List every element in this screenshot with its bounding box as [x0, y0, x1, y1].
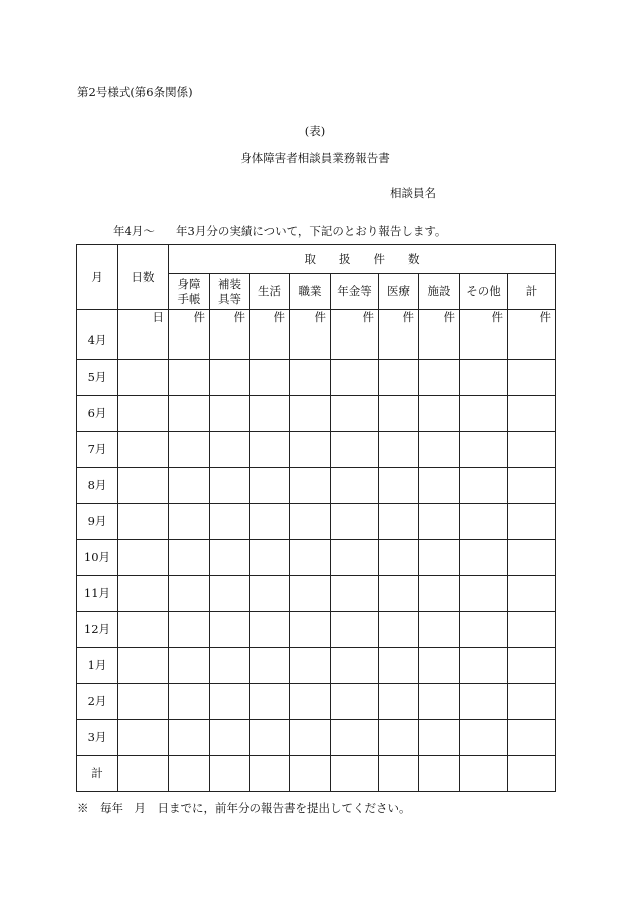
count-cell[interactable] [508, 432, 556, 468]
count-cell[interactable] [210, 612, 250, 648]
total-cell[interactable] [250, 756, 290, 792]
footnote: ※ 毎年 月 日までに，前年分の報告書を提出してください。 [77, 801, 411, 815]
count-cell[interactable] [379, 648, 419, 684]
table-row [77, 396, 556, 432]
days-cell[interactable] [118, 432, 169, 468]
category-header [379, 274, 419, 310]
count-cell[interactable] [379, 432, 419, 468]
count-cell[interactable] [419, 504, 460, 540]
count-cell[interactable] [508, 720, 556, 756]
count-cell[interactable] [419, 360, 460, 396]
case-count-header: 取 扱 件 数 [169, 245, 556, 274]
count-cell[interactable] [331, 648, 379, 684]
days-cell[interactable] [118, 684, 169, 720]
count-cell[interactable]: 件 [331, 310, 379, 360]
count-cell[interactable] [331, 540, 379, 576]
document-title: 身体障害者相談員業務報告書 [240, 151, 390, 165]
category-label-line1: 身障 [177, 276, 201, 291]
category-label-line1: その他 [466, 284, 501, 298]
count-cell[interactable] [331, 360, 379, 396]
count-cell[interactable] [169, 720, 210, 756]
count-cell[interactable] [508, 468, 556, 504]
table-row [77, 612, 556, 648]
count-cell[interactable] [210, 504, 250, 540]
count-cell[interactable] [508, 684, 556, 720]
total-label: 計 [77, 756, 118, 792]
header-row-1 [77, 245, 556, 274]
days-cell[interactable] [118, 396, 169, 432]
count-cell[interactable] [290, 504, 331, 540]
category-header [169, 274, 210, 310]
count-cell[interactable] [169, 540, 210, 576]
count-cell[interactable] [169, 396, 210, 432]
month-label: 7月 [77, 432, 118, 468]
category-header [460, 274, 508, 310]
count-cell[interactable] [169, 432, 210, 468]
total-cell[interactable] [508, 756, 556, 792]
count-cell[interactable] [210, 576, 250, 612]
count-cell[interactable] [210, 720, 250, 756]
count-cell[interactable]: 件 [379, 310, 419, 360]
days-cell[interactable] [118, 468, 169, 504]
period-description: 年3月分の実績について，下記のとおり報告します。 [176, 224, 447, 238]
count-cell[interactable] [331, 720, 379, 756]
month-label: 1月 [77, 648, 118, 684]
table-row [77, 310, 556, 360]
category-header [419, 274, 460, 310]
days-header: 日数 [118, 245, 169, 310]
count-cell[interactable] [331, 396, 379, 432]
table-row [77, 720, 556, 756]
count-cell[interactable] [169, 576, 210, 612]
count-cell[interactable] [460, 612, 508, 648]
table-row [77, 648, 556, 684]
month-label: 12月 [77, 612, 118, 648]
count-cell[interactable] [290, 576, 331, 612]
count-cell[interactable] [290, 468, 331, 504]
count-cell[interactable] [419, 432, 460, 468]
total-cell[interactable] [379, 756, 419, 792]
count-cell[interactable] [508, 576, 556, 612]
count-cell[interactable] [419, 540, 460, 576]
count-cell[interactable] [508, 396, 556, 432]
counselor-name-label: 相談員名 [390, 186, 436, 200]
count-cell[interactable]: 件 [169, 310, 210, 360]
count-cell[interactable] [508, 540, 556, 576]
category-label-line1: 年金等 [337, 284, 372, 298]
category-header [290, 274, 331, 310]
count-cell[interactable] [419, 576, 460, 612]
count-cell[interactable] [250, 720, 290, 756]
table-row [77, 468, 556, 504]
count-cell[interactable] [460, 540, 508, 576]
category-label-line2: 具等 [218, 291, 241, 306]
count-cell[interactable] [210, 360, 250, 396]
count-cell[interactable] [169, 360, 210, 396]
count-cell[interactable] [290, 720, 331, 756]
count-cell[interactable] [250, 468, 290, 504]
days-cell[interactable] [118, 720, 169, 756]
count-cell[interactable] [460, 684, 508, 720]
count-cell[interactable] [169, 648, 210, 684]
category-label-line1: 計 [525, 284, 538, 298]
count-cell[interactable] [290, 360, 331, 396]
count-cell[interactable] [460, 396, 508, 432]
table-row [77, 504, 556, 540]
count-cell[interactable] [331, 432, 379, 468]
count-cell[interactable] [210, 540, 250, 576]
count-cell[interactable] [210, 468, 250, 504]
month-label: 2月 [77, 684, 118, 720]
count-cell[interactable]: 件 [250, 310, 290, 360]
count-cell[interactable] [290, 612, 331, 648]
count-cell[interactable] [250, 648, 290, 684]
count-cell[interactable] [290, 432, 331, 468]
count-cell[interactable] [419, 396, 460, 432]
count-cell[interactable] [331, 684, 379, 720]
count-cell[interactable] [250, 396, 290, 432]
count-cell[interactable] [331, 576, 379, 612]
count-cell[interactable] [250, 432, 290, 468]
count-cell[interactable] [460, 360, 508, 396]
count-cell[interactable] [508, 648, 556, 684]
count-cell[interactable] [169, 504, 210, 540]
count-cell[interactable] [379, 684, 419, 720]
count-cell[interactable] [290, 648, 331, 684]
count-cell[interactable] [250, 540, 290, 576]
count-cell[interactable] [379, 720, 419, 756]
table-row [77, 432, 556, 468]
month-label: 5月 [77, 360, 118, 396]
category-label-line1: 医療 [387, 284, 410, 298]
count-cell[interactable] [210, 684, 250, 720]
count-cell[interactable] [169, 684, 210, 720]
total-cell[interactable] [290, 756, 331, 792]
count-cell[interactable] [250, 684, 290, 720]
category-label-line2: 手帳 [177, 291, 201, 306]
count-cell[interactable] [419, 648, 460, 684]
count-cell[interactable] [379, 540, 419, 576]
count-cell[interactable] [419, 720, 460, 756]
count-cell[interactable] [379, 612, 419, 648]
period-start-text: 年4月～ [113, 224, 155, 238]
side-label: (表) [304, 124, 326, 138]
category-header [508, 274, 556, 310]
total-cell[interactable] [118, 756, 169, 792]
month-label: 9月 [77, 504, 118, 540]
category-header [250, 274, 290, 310]
category-label-line1: 生活 [258, 284, 281, 298]
count-cell[interactable] [379, 576, 419, 612]
count-cell[interactable]: 件 [419, 310, 460, 360]
count-cell[interactable]: 件 [290, 310, 331, 360]
total-cell[interactable] [169, 756, 210, 792]
category-label-line1: 補装 [218, 276, 241, 291]
report-table [76, 244, 556, 792]
count-cell[interactable] [419, 468, 460, 504]
month-label: 10月 [77, 540, 118, 576]
count-cell[interactable] [460, 576, 508, 612]
count-cell[interactable] [290, 540, 331, 576]
table-row [77, 576, 556, 612]
table-row [77, 360, 556, 396]
count-cell[interactable]: 件 [210, 310, 250, 360]
count-cell[interactable]: 件 [508, 310, 556, 360]
days-cell[interactable] [118, 504, 169, 540]
category-label-line1: 施設 [427, 284, 451, 298]
count-cell[interactable]: 件 [460, 310, 508, 360]
category-header [331, 274, 379, 310]
count-cell[interactable] [290, 396, 331, 432]
month-label: 8月 [77, 468, 118, 504]
count-cell[interactable] [250, 576, 290, 612]
count-cell[interactable] [379, 396, 419, 432]
count-cell[interactable] [460, 504, 508, 540]
count-cell[interactable] [508, 360, 556, 396]
days-cell[interactable] [118, 648, 169, 684]
count-cell[interactable] [379, 504, 419, 540]
count-cell[interactable] [210, 396, 250, 432]
table-row [77, 684, 556, 720]
count-cell[interactable] [210, 648, 250, 684]
count-cell[interactable] [331, 504, 379, 540]
total-cell[interactable] [460, 756, 508, 792]
month-label: 6月 [77, 396, 118, 432]
total-cell[interactable] [419, 756, 460, 792]
count-cell[interactable] [210, 432, 250, 468]
category-header [210, 274, 250, 310]
count-cell[interactable] [169, 468, 210, 504]
count-cell[interactable] [250, 360, 290, 396]
days-cell[interactable] [118, 540, 169, 576]
count-cell[interactable] [460, 720, 508, 756]
days-cell[interactable] [118, 360, 169, 396]
count-cell[interactable] [331, 468, 379, 504]
count-cell[interactable] [419, 612, 460, 648]
count-cell[interactable] [419, 684, 460, 720]
days-cell[interactable] [118, 576, 169, 612]
form-number: 第2号様式(第6条関係) [77, 85, 193, 99]
count-cell[interactable] [460, 648, 508, 684]
count-cell[interactable] [508, 504, 556, 540]
month-label: 11月 [77, 576, 118, 612]
count-cell[interactable] [250, 504, 290, 540]
count-cell[interactable] [331, 612, 379, 648]
total-cell[interactable] [210, 756, 250, 792]
total-row [77, 756, 556, 792]
count-cell[interactable] [250, 612, 290, 648]
category-label-line1: 職業 [298, 284, 322, 298]
month-label: 4月 [77, 310, 118, 360]
days-cell[interactable] [118, 612, 169, 648]
month-header: 月 [77, 245, 118, 310]
count-cell[interactable] [379, 468, 419, 504]
days-cell[interactable]: 日 [118, 310, 169, 360]
table-row [77, 540, 556, 576]
count-cell[interactable] [169, 612, 210, 648]
total-cell[interactable] [331, 756, 379, 792]
count-cell[interactable] [460, 468, 508, 504]
month-label: 3月 [77, 720, 118, 756]
count-cell[interactable] [508, 612, 556, 648]
count-cell[interactable] [379, 360, 419, 396]
count-cell[interactable] [290, 684, 331, 720]
count-cell[interactable] [460, 432, 508, 468]
